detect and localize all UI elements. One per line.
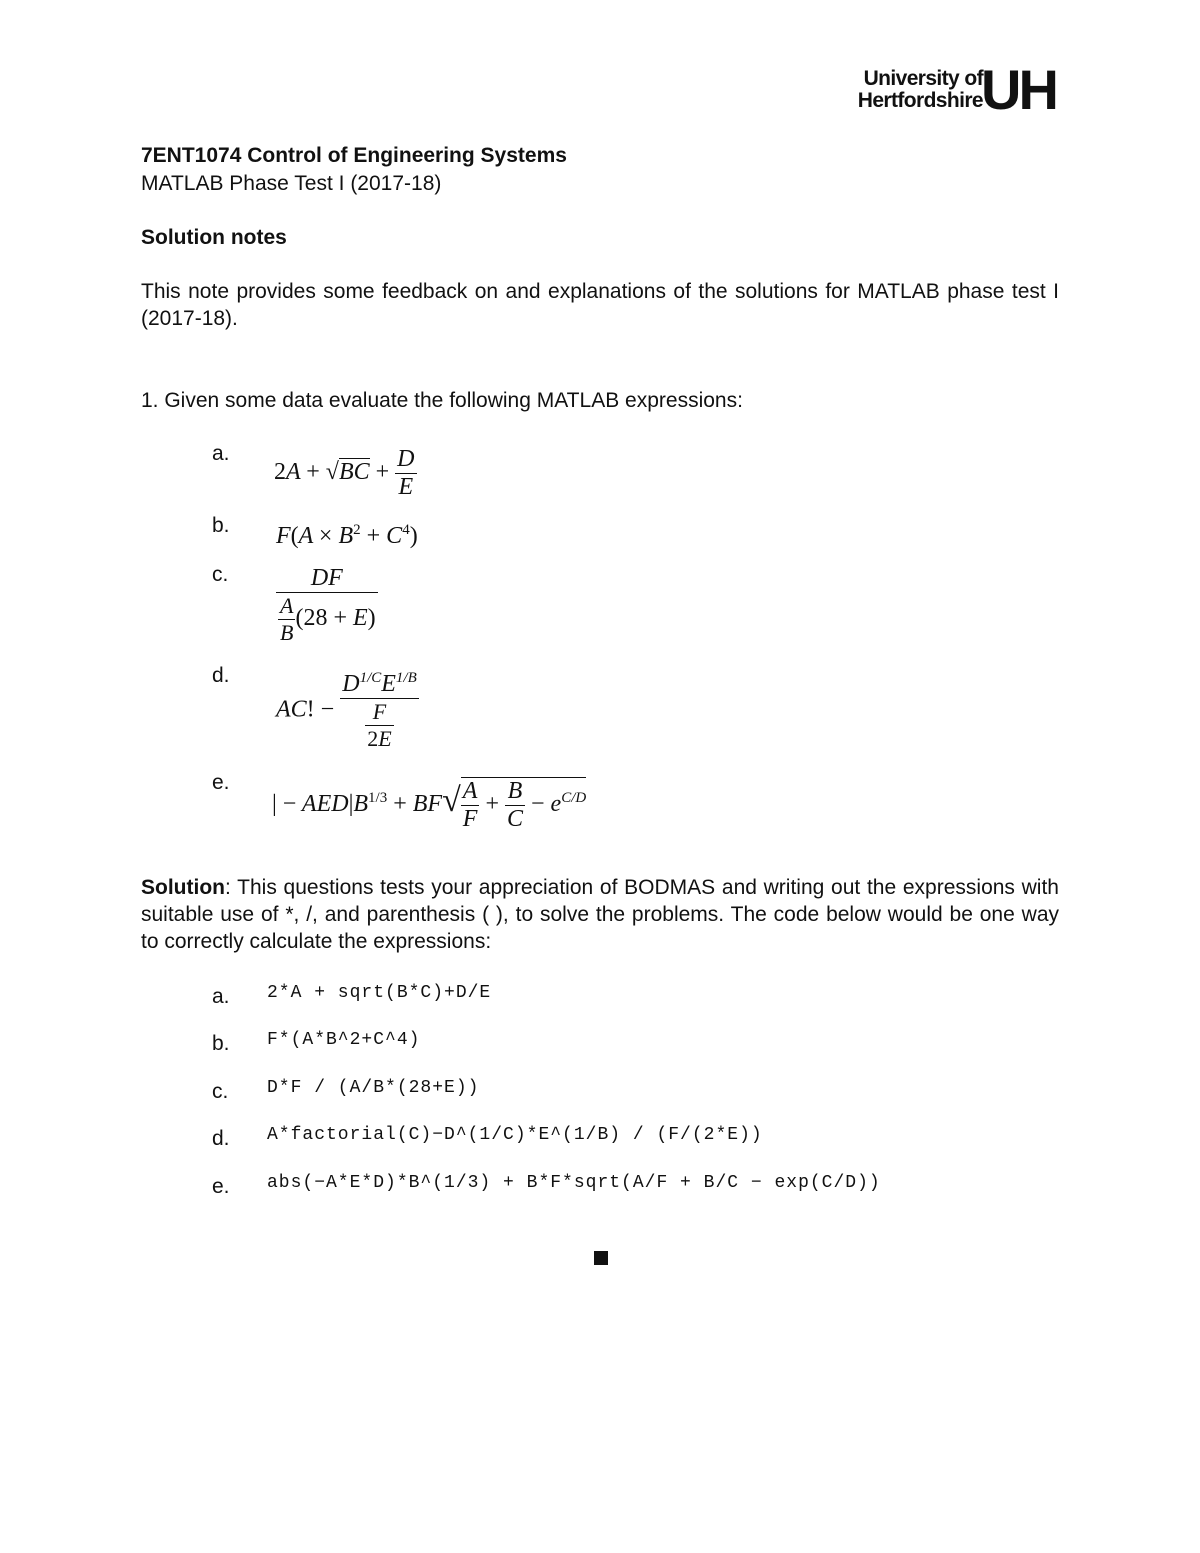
code-line-a: 2*A + sqrt(B*C)+D/E: [267, 983, 492, 1003]
section-title: Solution notes: [141, 226, 287, 249]
item-label-b: b.: [212, 514, 230, 537]
document-subtitle: MATLAB Phase Test I (2017-18): [141, 172, 442, 195]
code-label-c: c.: [212, 1080, 229, 1103]
item-label-d: d.: [212, 664, 230, 687]
item-label-c: c.: [212, 563, 229, 586]
code-label-e: e.: [212, 1175, 230, 1198]
code-label-d: d.: [212, 1127, 230, 1150]
formula-d: AC! − $\frac{D^{1/C}E^{1/B}}{\frac{F}{2E}}$: [276, 670, 417, 751]
formula-e: | − $AED|B^{1/3} + BF√$ $\frac{A}{F}$ + $\frac{B}{C}$ − $e^{C/D}$: [272, 778, 587, 832]
course-title: 7ENT1074 Control of Engineering Systems: [141, 144, 567, 167]
code-label-a: a.: [212, 985, 230, 1008]
code-line-e: abs(−A*E*D)*B^(1/3) + B*F*sqrt(A/F + B/C − exp(C/D)): [267, 1173, 881, 1193]
code-line-d: A*factorial(C)−D^(1/C)*E^(1/B) / (F/(2*E)): [267, 1125, 763, 1145]
logo-wordmark: [833, 68, 983, 112]
formula-c: DF $\frac{A}{B}$ (28 + E): [276, 565, 378, 646]
logo-line-1: University of: [863, 67, 983, 90]
code-line-b: F*(A*B^2+C^4): [267, 1030, 421, 1050]
solution-paragraph: [141, 874, 1059, 955]
logo-mark: UH: [981, 58, 1056, 121]
item-label-a: a.: [212, 442, 230, 465]
formula-a: 2A + √BC + $\frac{D}{E}$: [274, 446, 415, 500]
intro-paragraph: This note provides some feedback on and explanations of the solutions for MATLAB phase test I (2017-18).: [141, 280, 1059, 330]
solution-label: Solution: [141, 876, 225, 899]
end-mark-icon: [594, 1251, 608, 1265]
item-label-e: e.: [212, 771, 230, 794]
solution-text: : This questions tests your appreciation of BODMAS and writing out the expressions with suitable use of *, /, and parenthesis ( ), to solve the problems. The code below would be one way to correctly calculate the expressions:: [141, 876, 1059, 953]
logo-line-2: Hertfordshire: [857, 89, 983, 112]
formula-b: $F(A \times B^2 + C^4)$: [276, 522, 418, 549]
question-text: 1. Given some data evaluate the following MATLAB expressions:: [141, 389, 743, 412]
code-label-b: b.: [212, 1032, 230, 1055]
code-line-c: D*F / (A/B*(28+E)): [267, 1078, 480, 1098]
